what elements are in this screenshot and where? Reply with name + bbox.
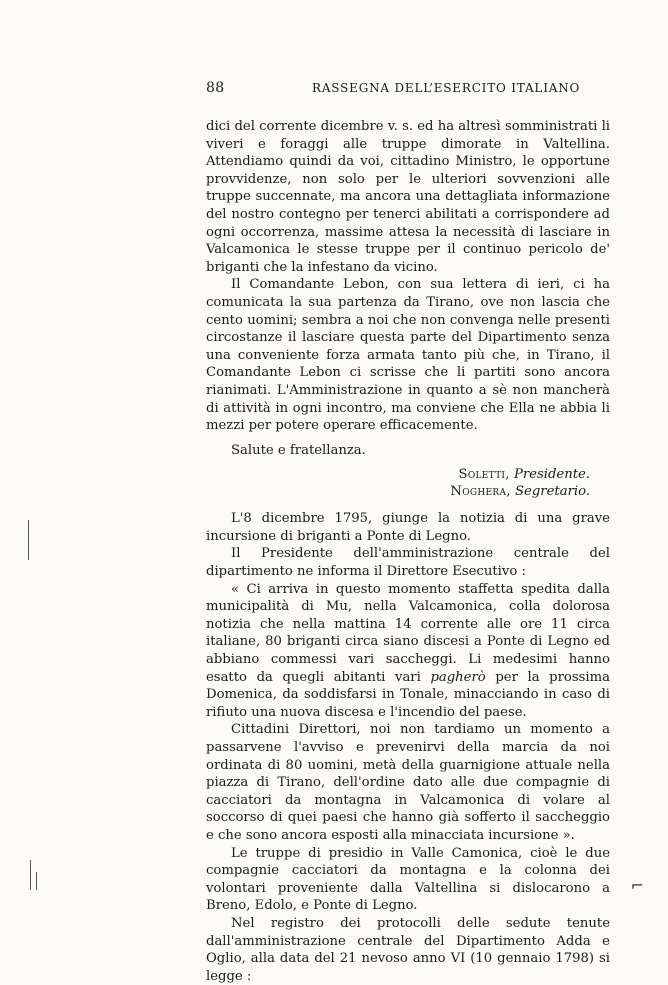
paragraph: L'8 dicembre 1795, giunge la notizia di una grave incursione di briganti a Ponte di Legno. xyxy=(206,511,610,544)
quote-emphasis: pagherò xyxy=(430,669,486,685)
quote-text: « Ci arriva in questo momento staffetta spedita dalla municipalità di Mu, nella Valcamonica, colla dolorosa notizia che nella mattina 14 corrente alle ore 11 circa italiane, 80 briganti circa siano discesi a Ponte di Legno ed abbiano commessi vari saccheggi. Li medesimi hanno esatto da quegli abitanti vari xyxy=(206,581,610,685)
running-title: RASSEGNA DELL’ESERCITO ITALIANO xyxy=(312,81,581,95)
paragraph: dici del corrente dicembre v. s. ed ha altresì somministrati li viveri e foraggi alle truppe dimorate in Valtellina. Attendiamo quindi da voi, cittadino Ministro, le opportune provvidenze, non solo per le ulteriori sovvenzioni alle truppe succennate, ma ancora una dettagliata informazione del nostro contegno per tenerci abilitati a corrispondere ad ogni occorrenza, massime attesa la necessità di lasciare in Valcamonica le stesse truppe per il continuo pericolo de' briganti che la infestano da vicino. xyxy=(206,119,610,275)
page-number: 88 xyxy=(206,80,225,96)
paragraph: Nel registro dei protocolli delle sedute tenute dall'amministrazione centrale del Dipartimento Adda e Oglio, alla data del 21 nevoso anno VI (10 gennaio 1798) si legge : xyxy=(206,915,610,984)
body-text xyxy=(206,118,610,985)
paragraph: Salute e fratellanza. xyxy=(231,442,366,458)
page-header xyxy=(206,80,610,100)
left-margin-mark xyxy=(36,872,37,890)
quote-paragraph: Cittadini Direttori, noi non tardiamo un momento a passarvene l'avviso e prevenirvi della marcia da noi ordinata di 80 uomini, metà della guarnigione attuale nella piazza di Tirano, dell'ordine dato alle due compagnie di cacciatori da montagna in Valcamonica di volare al soccorso di quei paesi che hanno già sofferto il saccheggio e che sono ancora esposti alla minacciata incursione ». xyxy=(206,722,610,843)
quote-text: per la prossima Domenica, da soddisfarsi in Tonale, minacciando in caso di rifiuto una nuova discesa e l'incendio del paese. xyxy=(206,669,610,720)
left-margin-mark xyxy=(28,520,29,560)
paragraph: Il Comandante Lebon, con sua lettera di ieri, ci ha comunicata la sua partenza da Tirano, ove non lascia che cento uomini; sembra a noi che non convenga nelle presenti circostanze il lasciare questa parte del Dipartimento senza una conveniente forza armata tanto più che, in Tirano, il Comandante Lebon ci scrisse che li partiti sono ancora rianimati. L'Amministrazione in quanto a sè non mancherà di attività in ogni incontro, ma conviene che Ella ne abbia li mezzi per potere operare efficacemente. xyxy=(206,277,610,434)
margin-bracket-icon: ⌐ xyxy=(630,876,644,895)
quote-paragraph xyxy=(206,581,610,722)
paragraph: Le truppe di presidio in Valle Camonica, cioè le due compagnie cacciatori da montagna e la colonna dei volontari proveniente dalla Valtellina si dislocarono a Breno, Edolo, e Ponte di Legno. xyxy=(206,845,610,914)
signature-name: Soletti, xyxy=(458,467,510,483)
signature-role: Segretario. xyxy=(515,484,590,500)
left-margin-mark xyxy=(30,860,31,890)
signature-name: Noghera, xyxy=(450,484,511,500)
signature-secretary xyxy=(206,483,610,500)
paragraph: Il Presidente dell'amministrazione centrale del dipartimento ne informa il Direttore Esecutivo : xyxy=(206,546,610,580)
signature-president xyxy=(206,466,610,483)
signature-role: Presidente. xyxy=(513,467,590,483)
